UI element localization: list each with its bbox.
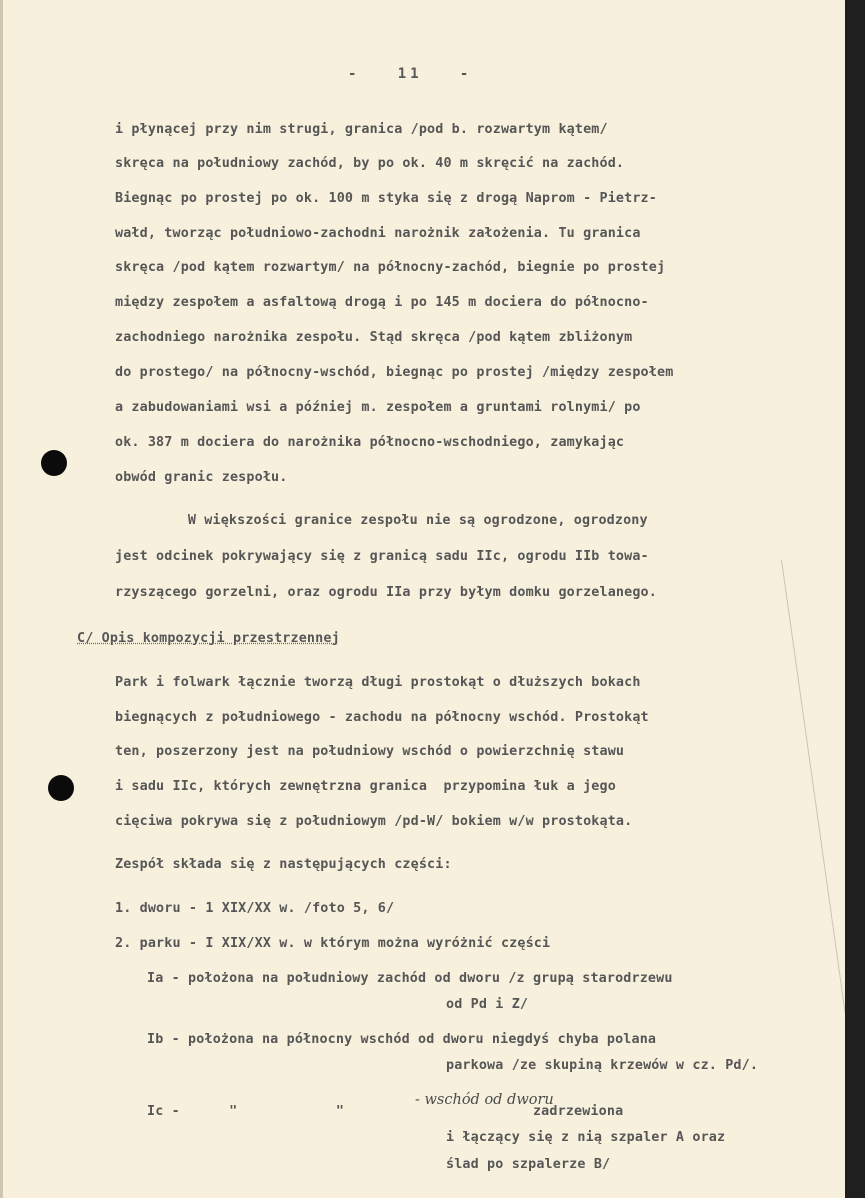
text-line: biegnących z południowego - zachodu na północny wschód. Prostokąt — [115, 710, 649, 725]
text-line: Zespół składa się z następujących części: — [115, 857, 452, 872]
text-line: skręca /pod kątem rozwartym/ na północny-zachód, biegnie po prostej — [115, 260, 666, 275]
text-line: skręca na południowy zachód, by po ok. 40 m skręcić na zachód. — [115, 156, 625, 171]
text-line: Biegnąc po prostej po ok. 100 m styka się z drogą Naprom - Pietrz- — [115, 191, 657, 206]
section-heading: C/ Opis kompozycji przestrzennej — [77, 631, 340, 646]
sub-item: Ia - położona na południowy zachód od dworu /z grupą starodrzewu — [147, 971, 673, 986]
text-line: obwód granic zespołu. — [115, 470, 288, 485]
text-line: i sadu IIc, których zewnętrzna granica przypomina łuk a jego — [115, 779, 616, 794]
text-line: wałd, tworząc południowo-zachodni narożnik założenia. Tu granica — [115, 226, 641, 241]
punch-hole-upper — [41, 450, 67, 476]
text-line: między zespołem a asfaltową drogą i po 145 m dociera do północno- — [115, 295, 649, 310]
punch-hole-lower — [48, 775, 74, 801]
text-line: ten, poszerzony jest na południowy wschód o powierzchnię stawu — [115, 744, 625, 759]
text-line: a zabudowaniami wsi a później m. zespołem a gruntami rolnymi/ po — [115, 400, 641, 415]
handwritten-insert: - wschód od dworu — [415, 1092, 554, 1108]
text-line: zachodniego narożnika zespołu. Stąd skręca /pod kątem zbliżonym — [115, 330, 633, 345]
sub-item-continuation: od Pd i Z/ — [446, 997, 529, 1012]
sub-item: Ic - " " zadrzewiona — [147, 1104, 624, 1119]
text-line: cięciwa pokrywa się z południowym /pd-W/ bokiem w/w prostokąta. — [115, 814, 633, 829]
text-line: Park i folwark łącznie tworzą długi prostokąt o dłuższych bokach — [115, 675, 641, 690]
text-line: ok. 387 m dociera do narożnika północno-wschodniego, zamykając — [115, 435, 625, 450]
text-line: do prostego/ na północny-wschód, biegnąc po prostej /między zespołem — [115, 365, 674, 380]
sub-item: Ib - położona na północny wschód od dworu niegdyś chyba polana — [147, 1032, 657, 1047]
page-number: - 11 - — [348, 66, 473, 82]
text-line: rzyszącego gorzelni, oraz ogrodu IIa przy byłym domku gorzelanego. — [115, 585, 657, 600]
sub-item-continuation: i łączący się z nią szpaler A oraz — [446, 1130, 726, 1145]
sub-item-continuation: ślad po szpalerze B/ — [446, 1157, 611, 1172]
list-item: 2. parku - I XIX/XX w. w którym można wyróżnić części — [115, 936, 551, 951]
paper-crease — [781, 560, 845, 1184]
list-item: 1. dworu - 1 XIX/XX w. /foto 5, 6/ — [115, 901, 395, 916]
text-line: jest odcinek pokrywający się z granicą sadu IIc, ogrodu IIb towa- — [115, 549, 649, 564]
sub-item-continuation: parkowa /ze skupiną krzewów w cz. Pd/. — [446, 1058, 759, 1073]
text-line: i płynącej przy nim strugi, granica /pod b. rozwartym kątem/ — [115, 122, 608, 137]
text-line: W większości granice zespołu nie są ogrodzone, ogrodzony — [155, 513, 648, 528]
